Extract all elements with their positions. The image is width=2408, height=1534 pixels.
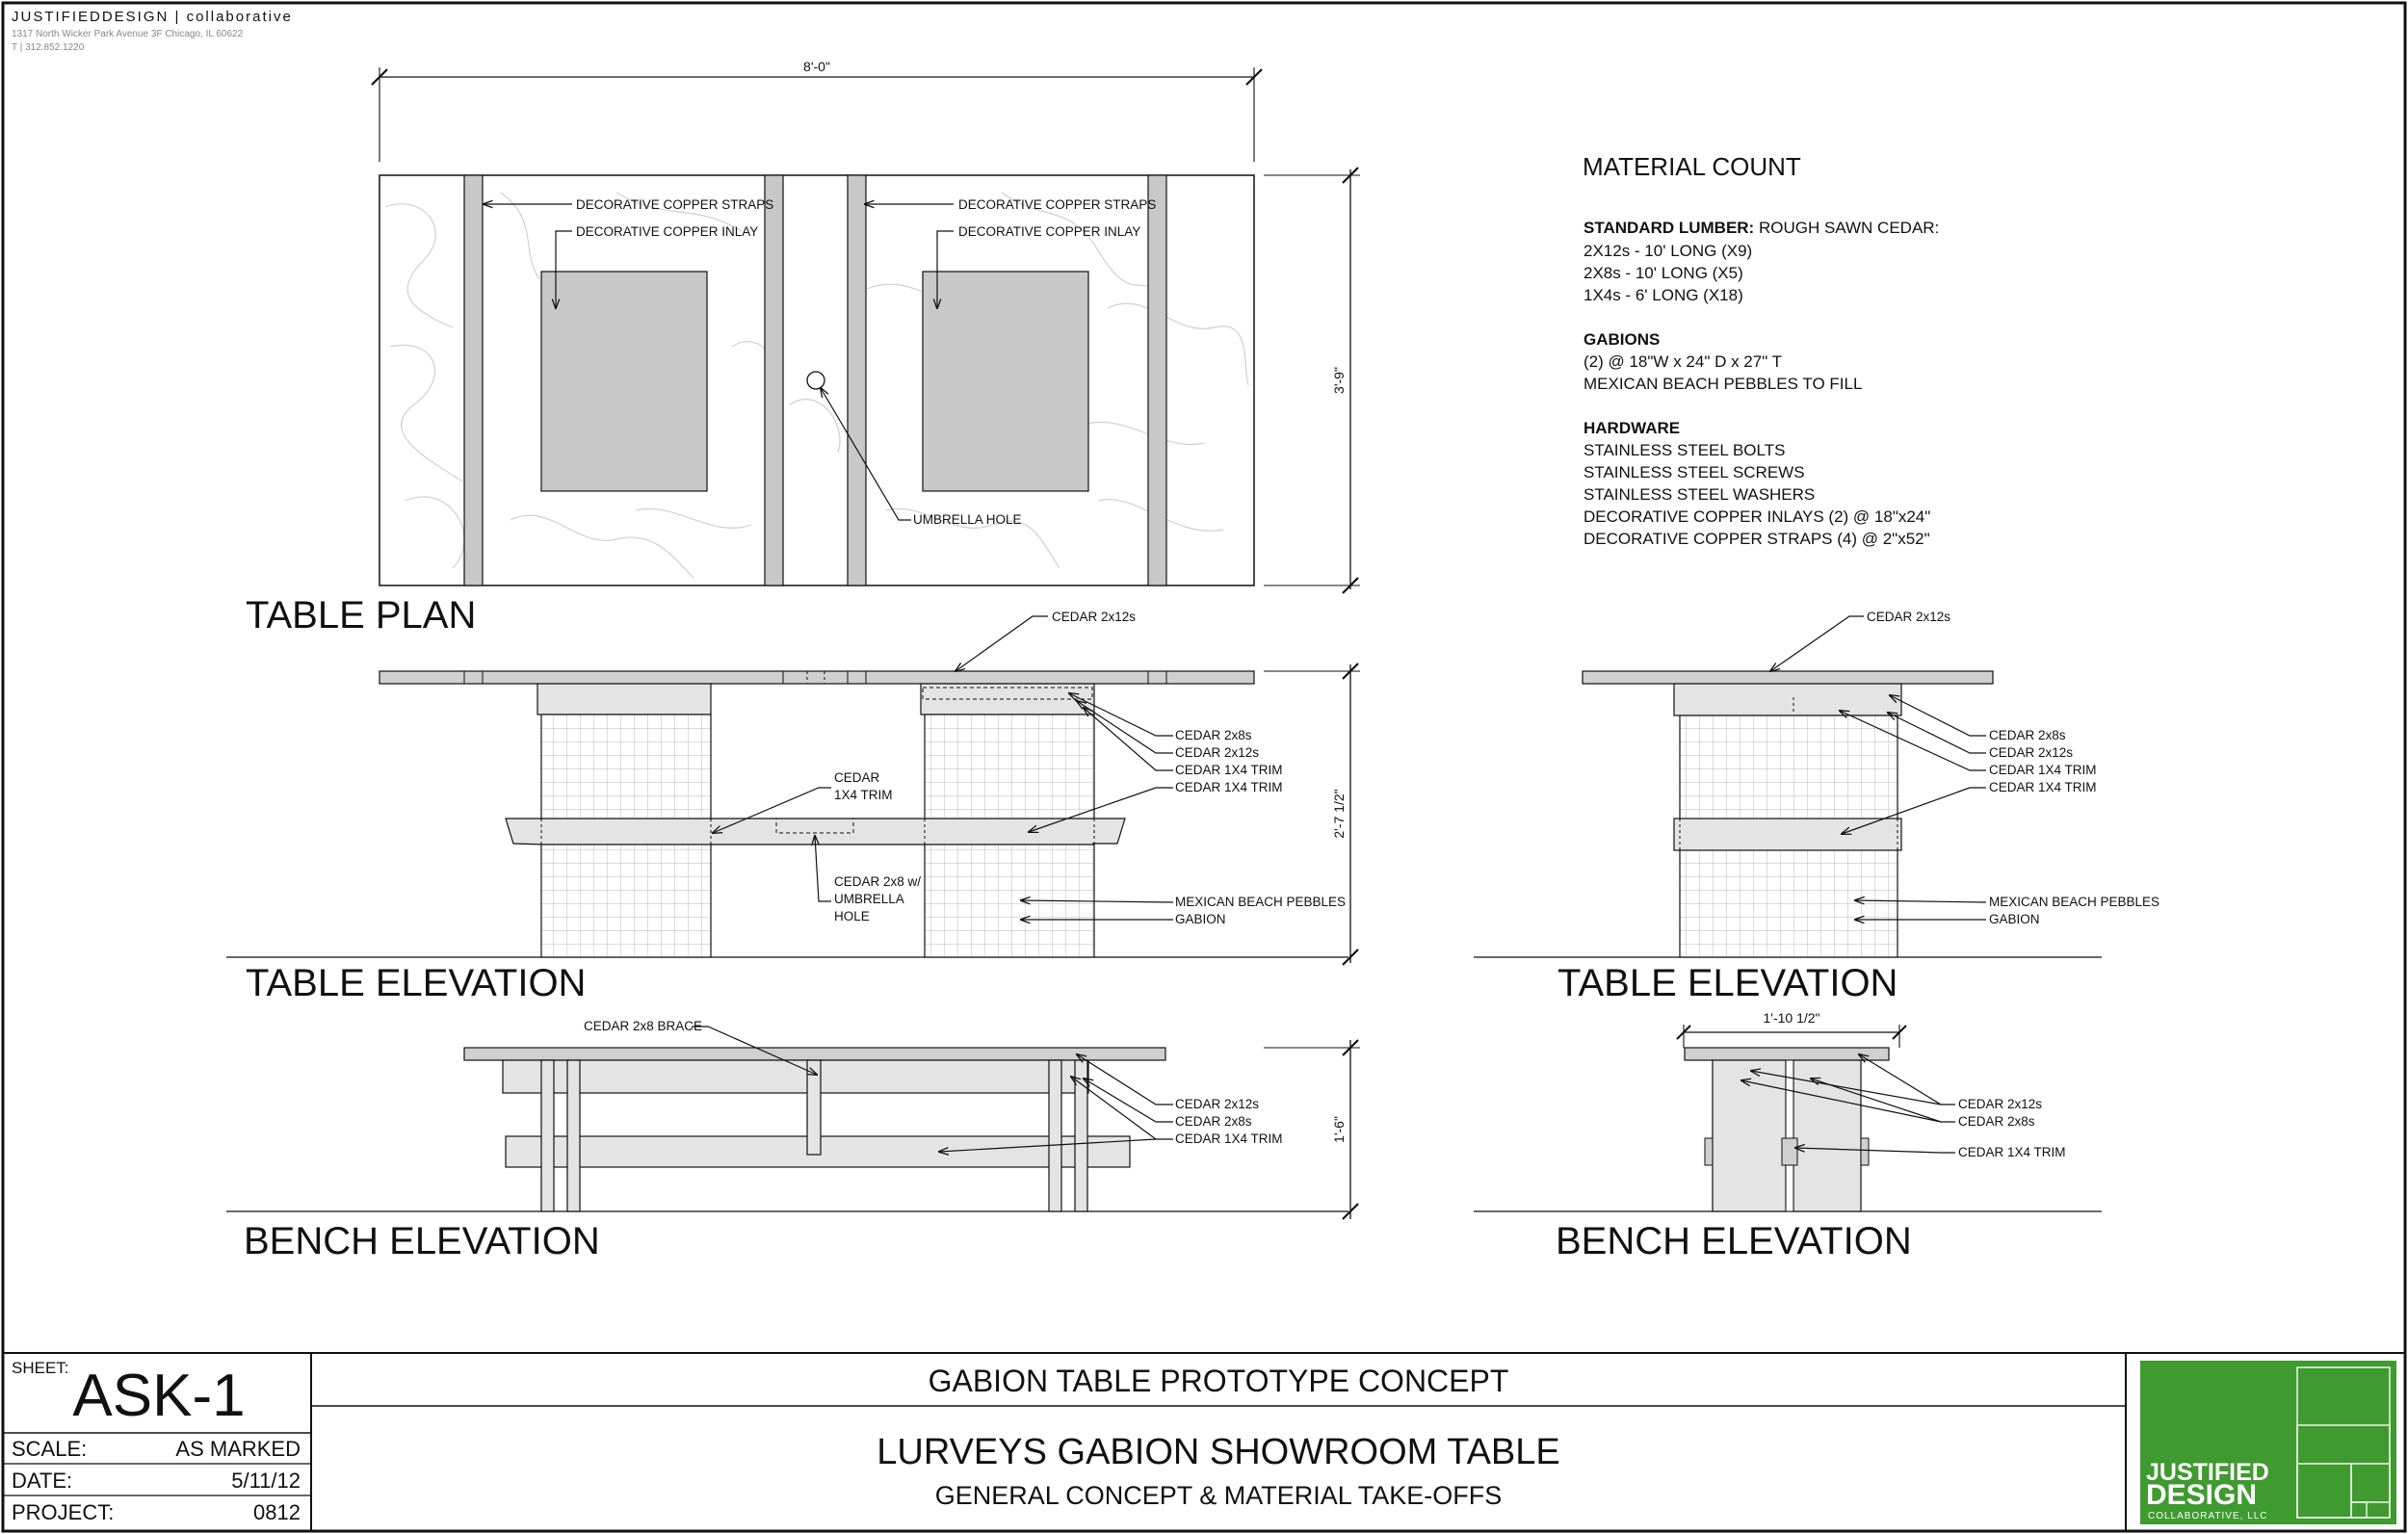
callout-cedar-2x8s: CEDAR 2x8s [1175,728,1252,742]
callout-gabion: GABION [1989,912,2040,926]
callout-gabion: GABION [1175,912,1226,926]
callout-cedar-2x8s: CEDAR 2x8s [1175,1114,1252,1129]
date-label: DATE: [12,1469,73,1493]
callout-beach-pebbles: MEXICAN BEACH PEBBLES [1989,895,2160,909]
project-subtitle: GENERAL CONCEPT & MATERIAL TAKE-OFFS [934,1481,1503,1510]
bench-elevation-side [1474,1010,2102,1262]
cedar-apron-side [1674,684,1901,715]
hardware-item: DECORATIVE COPPER STRAPS (4) @ 2"x52" [1584,530,1930,548]
title-bench-elevation: BENCH ELEVATION [244,1220,600,1262]
table-plan [246,59,1360,637]
firm-header [12,9,293,53]
callout-copper-inlay: DECORATIVE COPPER INLAY [576,224,759,239]
plan-depth-dim: 3'-9" [1331,367,1347,394]
date-value: 5/11/12 [231,1469,301,1493]
table-height-dim: 2'-7 1/2" [1331,789,1347,839]
project-value: 0812 [253,1500,301,1524]
umbrella-hole [807,372,824,389]
bench-leg [567,1060,580,1211]
plan-width-dim: 8'-0" [803,59,830,74]
callout-umbrella-line1: CEDAR 2x8 w/ [834,874,922,889]
project-title: LURVEYS GABION SHOWROOM TABLE [877,1432,1560,1472]
bench-seat [464,1048,1165,1060]
callout-copper-inlay: DECORATIVE COPPER INLAY [958,224,1141,239]
title-bench-elevation: BENCH ELEVATION [1556,1220,1912,1262]
callout-cedar-2x8s: CEDAR 2x8s [1958,1114,2035,1129]
tabletop-elevation [380,671,1254,684]
callout-umbrella-hole: UMBRELLA HOLE [913,512,1022,527]
copper-inlay [541,272,707,491]
sheet-label: SHEET: [12,1359,69,1377]
title-table-elevation: TABLE ELEVATION [1557,962,1898,1004]
callout-umbrella-line2: UMBRELLA [834,892,904,906]
logo-line1: JUSTIFIED [2146,1459,2269,1486]
copper-strap [1148,175,1166,585]
bench-leg [1075,1060,1087,1211]
firm-address: 1317 North Wicker Park Avenue 3F Chicago, IL 60622 [12,29,244,39]
bench-seat-side [1685,1048,1889,1060]
callout-cedar-1x4-trim: CEDAR 1X4 TRIM [1989,763,2097,777]
bench-leg [541,1060,554,1211]
cedar-apron [537,684,711,715]
firm-phone: T | 312.852.1220 [12,42,85,53]
material-count-heading: MATERIAL COUNT [1583,152,1801,181]
cedar-trim-band [1674,819,1901,850]
callout-copper-straps: DECORATIVE COPPER STRAPS [576,197,774,212]
trim-end [1705,1138,1713,1165]
project-label: PROJECT: [12,1500,115,1524]
trim-end [1861,1138,1869,1165]
callout-cedar-1x4-trim: CEDAR 1X4 TRIM [1175,763,1283,777]
callout-cedar-1x4-trim: CEDAR 1X4 TRIM [1175,1131,1283,1146]
scale-value: AS MARKED [175,1437,301,1461]
callout-cedar-trim-line1: CEDAR [834,770,880,785]
callout-cedar-1x4-trim: CEDAR 1X4 TRIM [1989,780,2097,794]
lumber-item: 1X4s - 6' LONG (X18) [1584,286,1743,304]
callout-cedar-brace: CEDAR 2x8 BRACE [584,1019,703,1033]
callout-cedar-2x12s: CEDAR 2x12s [1958,1097,2043,1111]
callout-cedar-2x12s: CEDAR 2x12s [1175,1097,1260,1111]
copper-strap [464,175,483,585]
callout-cedar-2x12s: CEDAR 2x12s [1175,745,1260,760]
bench-leg-side [1713,1060,1786,1211]
logo-line3: COLLABORATIVE, LLC [2148,1511,2268,1521]
bench-brace [807,1060,821,1155]
bench-leg-side [1793,1060,1861,1211]
callout-cedar-2x12s: CEDAR 2x12s [1867,610,1951,624]
callout-umbrella-line3: HOLE [834,909,870,923]
lumber-item: 2X12s - 10' LONG (X9) [1584,242,1753,260]
tabletop-side [1583,671,1993,684]
company-logo [2140,1361,2396,1524]
sheet-number: ASK-1 [72,1363,246,1429]
title-table-plan: TABLE PLAN [246,594,477,637]
callout-copper-straps: DECORATIVE COPPER STRAPS [958,197,1157,212]
hardware-item: STAINLESS STEEL BOLTS [1584,441,1786,459]
hardware-heading: HARDWARE [1584,419,1681,437]
callout-beach-pebbles: MEXICAN BEACH PEBBLES [1175,895,1347,909]
title-block [3,1353,2405,1531]
logo-line2: DESIGN [2146,1479,2258,1511]
material-count [1583,152,1939,548]
firm-name: JUSTIFIEDDESIGN | collaborative [12,9,293,25]
callout-cedar-2x12s: CEDAR 2x12s [1052,610,1137,624]
hardware-item: STAINLESS STEEL SCREWS [1584,463,1805,481]
table-elevation-front [226,610,1360,1004]
title-table-elevation: TABLE ELEVATION [246,962,587,1004]
hardware-item: DECORATIVE COPPER INLAYS (2) @ 18"x24" [1584,507,1931,526]
drawing-concept-title: GABION TABLE PROTOTYPE CONCEPT [928,1364,1509,1398]
callout-cedar-2x8s: CEDAR 2x8s [1989,728,2066,742]
gabion-item: MEXICAN BEACH PEBBLES TO FILL [1584,375,1863,393]
bench-elevation-front [226,1019,1360,1262]
copper-strap [765,175,783,585]
gabions-heading: GABIONS [1584,330,1661,349]
callout-cedar-1x4-trim: CEDAR 1X4 TRIM [1958,1145,2066,1159]
lumber-line: STANDARD LUMBER: ROUGH SAWN CEDAR: [1584,219,1940,237]
copper-inlay [923,272,1088,491]
table-elevation-side [1474,610,2159,1004]
lumber-item: 2X8s - 10' LONG (X5) [1584,264,1743,282]
hardware-item: STAINLESS STEEL WASHERS [1584,485,1816,504]
bench-leg [1049,1060,1061,1211]
bench-width-dim: 1'-10 1/2" [1763,1010,1820,1026]
trim-center [1782,1138,1797,1165]
callout-cedar-2x12s: CEDAR 2x12s [1989,745,2074,760]
bench-height-dim: 1'-6" [1331,1116,1347,1143]
scale-label: SCALE: [12,1437,88,1461]
copper-strap [848,175,866,585]
callout-cedar-1x4-trim: CEDAR 1X4 TRIM [1175,780,1283,794]
gabion-item: (2) @ 18"W x 24" D x 27" T [1584,352,1783,371]
callout-cedar-trim-line2: 1X4 TRIM [834,788,893,802]
